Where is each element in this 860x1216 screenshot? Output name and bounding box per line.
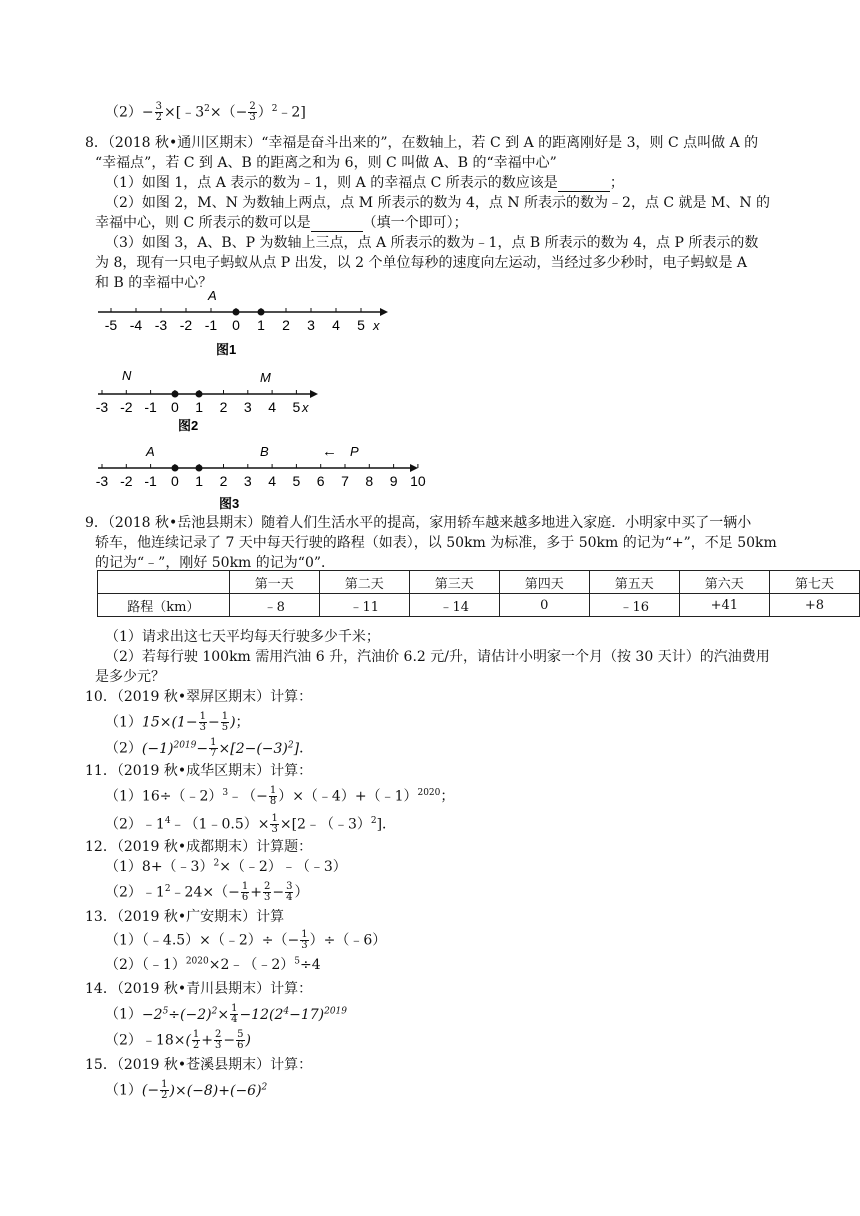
tick-label: -3 (154, 317, 168, 333)
q10-part2: $(2)(-1)^{2019}-$ $\frac{1}{7}$ $\times[2-(-3)^2]$． (105, 737, 314, 759)
q8-part3-b: 为 8，现有一只电子蚂蚁从点 P 出发，以 2 个单位每秒的速度向左运动，当经过多少秒时，电子蚂蚁是 A (95, 255, 748, 271)
q9-part2-b: 是多少元？ (95, 669, 165, 685)
tick-label: 4 (268, 473, 276, 489)
caption-fig3: 图3 (219, 496, 240, 511)
q14-part1: $(1)-2^5\div(-2)^2\times$ $\frac{1}{4}$ $-12(2^4-17)^{2019}$ (105, 1003, 348, 1025)
point-1 (196, 391, 203, 398)
point-1 (258, 309, 265, 316)
answer-blank (558, 177, 610, 192)
label-a: A (146, 444, 155, 459)
number-line-fig2 (90, 362, 320, 432)
q8-part3-c: 和 B 的幸福中心？ (95, 275, 213, 291)
tick-label: 2 (219, 399, 228, 415)
day-header: 第七天 (769, 571, 859, 594)
tick-label: -1 (144, 473, 157, 489)
tick-label: 4 (268, 399, 276, 415)
q11-part1: （1）16÷（﹣2）$^3$﹣（− $\frac{1}{8}$ ）×（﹣4）+（﹣1）$^{2020}$； (105, 785, 455, 807)
day-header: 第四天 (499, 571, 589, 594)
tick-label: 5 (357, 317, 365, 333)
point-0 (233, 309, 240, 316)
q13-part2: （2）（﹣1）$^{2020}$×2﹣（﹣2）$^5$÷4 (105, 956, 321, 973)
tick-label: 2 (282, 317, 290, 333)
value-cell: ﹣16 (589, 594, 679, 617)
q13-part1: （1）（﹣4.5）×（﹣2）÷（− $\frac{1}{3}$ ）÷（﹣6） (105, 929, 387, 951)
tick-label: -3 (95, 399, 109, 415)
value-cell: +8 (769, 594, 859, 617)
tick-label: 5 (292, 473, 301, 489)
tick-label: 1 (195, 399, 204, 415)
tick-label: 2 (219, 473, 228, 489)
day-header: 第六天 (679, 571, 769, 594)
tick-label: 0 (171, 399, 179, 415)
q7-part2: （2）− $\frac{3}{2}$ $\times[﹣3^2\times(-$ $\frac{2}{3}$ ）$^2$﹣2] (105, 101, 306, 123)
q9-header-c: 的记为“﹣”，刚好 50km 的记为“0”． (95, 555, 336, 571)
tick-label: -4 (129, 317, 143, 333)
label-b: B (260, 444, 269, 459)
day-header: 第五天 (589, 571, 679, 594)
tick-label: 7 (341, 473, 349, 489)
q9-header-a: 9．（2018 秋•岳池县期末）随着人们生活水平的提高，家用轿车越来越多地进入家庭．小明家中买了一辆小 (85, 515, 752, 531)
q9-part2-a: （2）若每行驶 100km 需用汽油 6 升，汽油价 6.2 元/升，请估计小明家一个月（按 30 天计）的汽油费用 (105, 649, 770, 665)
arrow-left: ← (322, 443, 337, 460)
q8-part2-b: 幸福中心，则 C 所表示的数可以是 （填一个即可）； (95, 215, 468, 231)
tick-label: -5 (104, 317, 118, 333)
tick-label: -2 (120, 473, 133, 489)
tick-label: 3 (243, 473, 252, 489)
day-header: 第一天 (229, 571, 319, 594)
q10-part1: （1）15×(1− $\frac{1}{3}$ − $\frac{1}{5}$ )； (105, 711, 250, 733)
q12-header: 12．（2019 秋•成都期末）计算题： (85, 839, 313, 855)
day-header: 第三天 (409, 571, 499, 594)
number-line-fig3 (90, 440, 426, 512)
q13-header: 13．（2019 秋•广安期末）计算 (85, 909, 285, 925)
q8-header-b: “幸福点”，若 C 到 A、B 的距离之和为 6，则 C 叫做 A、B 的“幸福中心” (95, 155, 557, 171)
label-p: P (350, 444, 359, 459)
label-a: A (208, 288, 217, 303)
value-cell: ﹣11 (319, 594, 409, 617)
tick-label: 1 (257, 317, 265, 333)
point-0 (172, 465, 179, 472)
tick-label: 0 (232, 317, 240, 333)
q8-part2-a: （2）如图 2，M、N 为数轴上两点，点 M 所表示的数为 4，点 N 所表示的数为﹣2，点 C 就是 M、N 的 (105, 195, 771, 211)
q8-part1: （1）如图 1，点 A 表示的数为﹣1，则 A 的幸福点 C 所表示的数应该是 ； (105, 175, 624, 191)
day-header: 第二天 (319, 571, 409, 594)
answer-blank (311, 217, 363, 232)
q12-part2: $(2)﹣1^2﹣24\times(-$ $\frac{1}{6}$ + $\frac{2}{3}$ − $\frac{3}{4}$ ） (105, 881, 309, 903)
tick-label: 3 (243, 399, 252, 415)
point-1 (196, 465, 203, 472)
value-cell: 0 (499, 594, 589, 617)
value-cell: ﹣8 (229, 594, 319, 617)
q11-part2: $(2)﹣1^4﹣(1﹣0.5)\times$ $\frac{1}{3}$ ×[2﹣（﹣3）$^2$]． (105, 813, 397, 835)
tick-label: 8 (365, 473, 374, 489)
q8-header-a: 8．（2018 秋•通川区期末）“幸福是奋斗出来的”，在数轴上，若 C 到 A 的距离刚好是 3，则 C 点叫做 A 的 (85, 135, 759, 151)
q12-part1: （1）8+（﹣3）$^2$×（﹣2）﹣（﹣3） (105, 858, 347, 875)
number-line-fig1 (90, 288, 390, 358)
tick-label: -3 (95, 473, 109, 489)
q14-part2: （2）﹣18×( $\frac{1}{2}$ + $\frac{2}{3}$ − $\frac{5}{6}$ ) (105, 1029, 251, 1051)
tick-label: 3 (307, 317, 315, 333)
point-0 (172, 391, 179, 398)
q9-part1: （1）请求出这七天平均每天行驶多少千米； (105, 629, 380, 645)
q9-header-b: 轿车，他连续记录了 7 天中每天行驶的路程（如表），以 50km 为标准，多于 50km 的记为“+”，不足 50km (95, 535, 777, 551)
tick-label: 5 (292, 399, 301, 415)
q10-header: 10．（2019 秋•翠屏区期末）计算： (85, 689, 313, 705)
row-label: 路程（km） (98, 594, 230, 617)
tick-label: -1 (204, 317, 218, 333)
label-n: N (122, 368, 132, 383)
tick-label: 4 (332, 317, 340, 333)
table-corner (98, 571, 230, 594)
axis-x: x (373, 318, 380, 333)
tick-label: 10 (410, 473, 426, 489)
caption-fig1: 图1 (216, 342, 237, 357)
axis-x: x (302, 400, 309, 415)
value-cell: ﹣14 (409, 594, 499, 617)
q14-header: 14．（2019 秋•青川县期末）计算： (85, 981, 313, 997)
label-m: M (260, 370, 271, 385)
tick-label: -1 (144, 399, 157, 415)
table-header-row (98, 571, 860, 594)
tick-label: -2 (120, 399, 133, 415)
q15-header: 15．（2019 秋•苍溪县期末）计算： (85, 1057, 313, 1073)
caption-fig2: 图2 (178, 418, 199, 433)
value-cell: +41 (679, 594, 769, 617)
tick-label: 6 (316, 473, 325, 489)
q8-part3-a: （3）如图 3，A、B、P 为数轴上三点，点 A 所表示的数为﹣1，点 B 所表示的数为 4，点 P 所表示的数 (105, 235, 759, 251)
q11-header: 11．（2019 秋•成华区期末）计算： (85, 763, 313, 779)
mileage-table (97, 570, 860, 617)
q15-part1: （1）(− $\frac{1}{2}$ )$\times(-8)+(-6)^2$ (105, 1079, 268, 1101)
table-row (98, 594, 860, 617)
tick-label: 0 (171, 473, 179, 489)
tick-label: -2 (179, 317, 193, 333)
tick-label: 1 (195, 473, 204, 489)
tick-label: 9 (389, 473, 398, 489)
